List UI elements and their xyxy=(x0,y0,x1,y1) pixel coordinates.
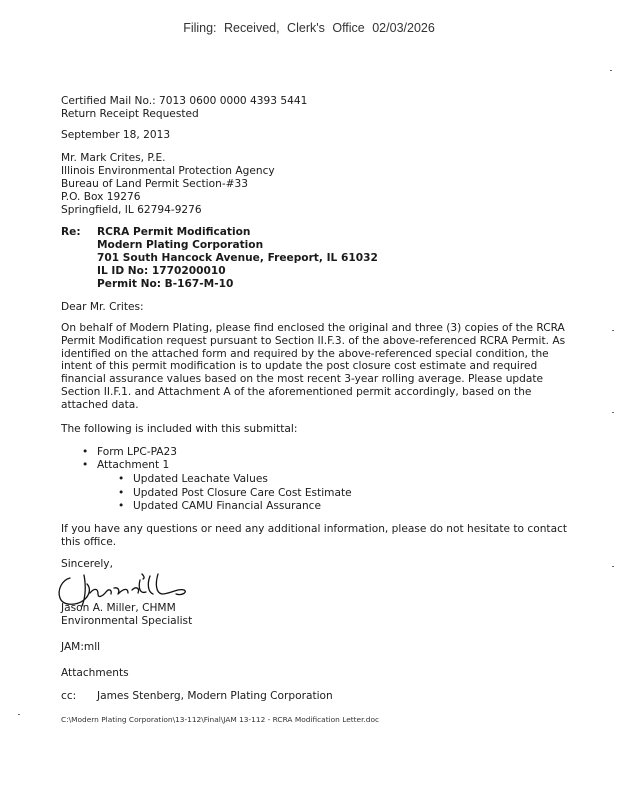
body-line: Permit Modification request pursuant to Section II.F.3. of the above-referenced RCRA Permit. As xyxy=(61,334,566,347)
body-line: On behalf of Modern Plating, please find enclosed the original and three (3) copies of the RCRA xyxy=(61,322,565,334)
closing-line: If you have any questions or need any additional information, please do not hesitate to contact xyxy=(61,523,568,535)
footer-file-path: C:\Modern Plating Corporation\13-112\Final\JAM 13-112 - RCRA Modification Letter.doc xyxy=(61,715,380,724)
body-paragraph xyxy=(61,322,566,412)
cc-value: James Stenberg, Modern Plating Corporation xyxy=(97,690,333,702)
closing-paragraph xyxy=(61,523,568,549)
filing-stamp: Filing: Received, Clerk's Office 02/03/2026 xyxy=(183,21,435,35)
re-line: Permit No: B-167-M-10 xyxy=(97,278,234,290)
bullet-icon: • xyxy=(118,473,125,485)
signer-title: Environmental Specialist xyxy=(61,615,193,627)
letter-date: September 18, 2013 xyxy=(61,129,171,141)
list-item: • Attachment 1 xyxy=(82,459,170,471)
signer-name: Jason A. Miller, CHMM xyxy=(61,602,176,614)
return-receipt: Return Receipt Requested xyxy=(61,108,199,120)
salutation: Dear Mr. Crites: xyxy=(61,301,144,313)
scan-speck xyxy=(610,70,612,71)
recipient-block xyxy=(61,152,275,217)
list-item: • Form LPC-PA23 xyxy=(82,446,178,458)
body-line: intent of this permit modification is to update the post closure cost estimate and required xyxy=(61,360,538,373)
closing-line: this office. xyxy=(61,535,117,548)
scan-speck xyxy=(18,714,20,715)
body-line: financial assurance values based on the most recent 3-year rolling average. Please update xyxy=(61,373,544,386)
cc-label: cc: xyxy=(61,690,77,702)
bullet-icon: • xyxy=(118,487,125,499)
bullet-icon: • xyxy=(82,459,89,471)
re-label: Re: xyxy=(61,226,81,238)
re-block xyxy=(97,226,378,291)
list-item: • Updated CAMU Financial Assurance xyxy=(118,500,322,512)
body-line: attached data. xyxy=(61,398,139,411)
body-line: identified on the attached form and required by the above-referenced special condition, the xyxy=(61,347,549,360)
re-line: Modern Plating Corporation xyxy=(97,239,264,251)
recipient-bureau: Bureau of Land Permit Section-#33 xyxy=(61,178,248,190)
included-intro: The following is included with this submittal: xyxy=(61,423,298,435)
re-line: RCRA Permit Modification xyxy=(97,226,251,238)
re-line: 701 South Hancock Avenue, Freeport, IL 61032 xyxy=(97,252,378,264)
closing: Sincerely, xyxy=(61,558,113,570)
list-item: • Updated Post Closure Care Cost Estimate xyxy=(118,487,352,499)
scan-speck xyxy=(612,566,614,567)
bullet-icon: • xyxy=(118,500,125,512)
recipient-agency: Illinois Environmental Protection Agency xyxy=(61,165,275,177)
body-line: Section II.F.1. and Attachment A of the aforementioned permit accordingly, based on the xyxy=(61,385,532,398)
re-line: IL ID No: 1770200010 xyxy=(97,265,226,277)
scan-speck xyxy=(612,412,614,413)
recipient-name: Mr. Mark Crites, P.E. xyxy=(61,152,166,164)
scan-speck xyxy=(612,330,614,331)
recipient-city: Springfield, IL 62794-9276 xyxy=(61,204,202,216)
list-item: • Updated Leachate Values xyxy=(118,473,268,485)
initials: JAM:mll xyxy=(61,641,101,653)
bullet-icon: • xyxy=(82,446,89,458)
attachments-label: Attachments xyxy=(61,667,129,679)
certified-mail-number: Certified Mail No.: 7013 0600 0000 4393 5441 xyxy=(61,95,308,107)
recipient-po-box: P.O. Box 19276 xyxy=(61,191,141,203)
